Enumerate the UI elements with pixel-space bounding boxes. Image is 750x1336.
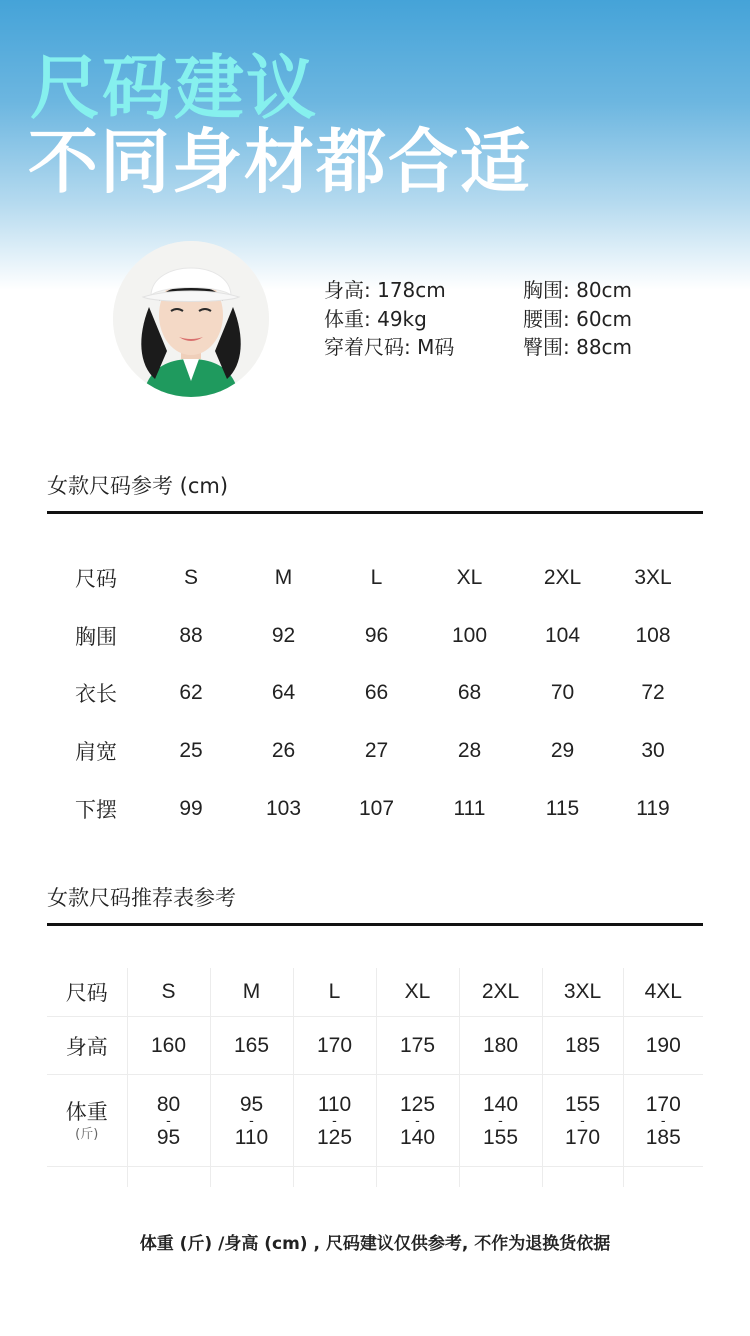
size-chart-title: 女款尺码参考 (cm) [47, 474, 229, 498]
table-cell: 衣长 [75, 682, 117, 707]
table-cell: 175 [376, 1017, 459, 1075]
table-cell: 26 [271, 739, 296, 763]
model-info-left [324, 276, 454, 362]
recommend-header-cell: 2XL [459, 968, 542, 1017]
recommend-header-cell: S [127, 968, 210, 1017]
weight-min: 155 [564, 1092, 601, 1116]
size-chart-header-cell: 尺码 [75, 566, 117, 591]
spacer-cell [293, 1167, 376, 1188]
recommend-header-row [47, 968, 703, 1017]
weight-min: 125 [399, 1092, 436, 1116]
model-height: 身高: 178cm [324, 278, 446, 302]
weight-min: 110 [317, 1092, 352, 1116]
table-cell: 92 [271, 623, 296, 647]
table-cell: 190 [623, 1017, 703, 1075]
spacer-cell [210, 1167, 293, 1188]
weight-min: 140 [482, 1092, 519, 1116]
weight-max: 125 [316, 1125, 353, 1149]
table-cell: 身高 [47, 1017, 127, 1075]
weight-unit: (斤) [75, 1126, 99, 1142]
table-cell: 185 [542, 1017, 623, 1075]
recommend-header-cell: L [293, 968, 376, 1017]
table-cell: 64 [271, 681, 296, 705]
table-cell: 30 [641, 739, 665, 763]
table-cell: 180 [459, 1017, 542, 1075]
weight-max: 170 [564, 1125, 601, 1149]
recommend-weight-row [47, 1075, 703, 1167]
table-cell: 62 [179, 681, 203, 705]
model-hip: 臀围: 88cm [523, 335, 633, 359]
table-cell: 107 [358, 797, 395, 821]
recommend-height-row [47, 1017, 703, 1075]
recommend-header-cell: 3XL [542, 968, 623, 1017]
weight-max: 155 [482, 1125, 519, 1149]
spacer-cell [376, 1167, 459, 1188]
size-chart-header-cell: S [183, 565, 198, 589]
size-chart-divider [47, 511, 703, 514]
model-size-worn: 穿着尺码: M码 [324, 335, 455, 359]
recommend-header-cell: XL [376, 968, 459, 1017]
weight-min: 95 [239, 1092, 264, 1116]
page-title: 尺码建议 [30, 47, 318, 129]
model-bust: 胸围: 80cm [523, 278, 633, 302]
table-cell: 119 [636, 797, 670, 821]
spacer-cell [127, 1167, 210, 1188]
table-cell: 108 [635, 623, 671, 647]
weight-range-cell: 80 - 95 [127, 1075, 210, 1167]
weight-max: 95 [156, 1125, 181, 1149]
table-cell: 165 [210, 1017, 293, 1075]
weight-range-cell: 125 - 140 [376, 1075, 459, 1167]
model-avatar [113, 241, 269, 397]
spacer-cell [542, 1167, 623, 1188]
weight-range-cell: 140 - 155 [459, 1075, 542, 1167]
weight-label-cell [47, 1075, 127, 1167]
size-chart-header-cell: XL [456, 565, 483, 589]
table-cell: 29 [550, 739, 575, 763]
table-cell: 下摆 [75, 798, 117, 823]
recommend-chart-divider [47, 923, 703, 926]
table-row [47, 722, 697, 780]
table-cell: 170 [293, 1017, 376, 1075]
size-chart-header-row [47, 549, 697, 607]
footnote-disclaimer: 体重 (斤) /身高 (cm) , 尺码建议仅供参考, 不作为退换货依据 [139, 1234, 611, 1254]
model-portrait-image [113, 241, 269, 397]
weight-range-cell: 155 - 170 [542, 1075, 623, 1167]
recommend-header-cell: 4XL [623, 968, 703, 1017]
table-cell: 104 [544, 623, 581, 647]
table-cell: 25 [179, 739, 203, 763]
table-cell: 27 [364, 739, 389, 763]
spacer-cell [459, 1167, 542, 1188]
weight-min: 80 [156, 1092, 181, 1116]
spacer-cell [47, 1167, 127, 1188]
weight-max: 140 [399, 1125, 436, 1149]
size-chart-table [47, 549, 697, 838]
table-cell: 100 [451, 623, 488, 647]
table-cell: 88 [179, 623, 203, 647]
weight-range-cell: 110 - 125 [293, 1075, 376, 1167]
table-row [47, 607, 697, 665]
table-cell: 66 [364, 681, 389, 705]
table-cell: 68 [457, 681, 482, 705]
table-cell: 72 [641, 681, 665, 705]
recommend-chart-table [47, 968, 703, 1187]
size-chart-header-cell: 3XL [634, 565, 672, 589]
recommend-spacer-row [47, 1167, 703, 1188]
weight-min: 170 [645, 1092, 681, 1116]
table-cell: 肩宽 [75, 740, 117, 765]
recommend-header-cell: M [210, 968, 293, 1017]
weight-label: 体重 [65, 1099, 108, 1124]
size-chart-header-cell: 2XL [543, 565, 582, 589]
page-subtitle: 不同身材都合适 [28, 121, 532, 203]
table-cell: 103 [265, 797, 302, 821]
weight-range-cell: 170 - 185 [623, 1075, 703, 1167]
size-chart-header-cell: M [274, 565, 293, 589]
size-chart-header-cell: L [370, 565, 383, 589]
table-cell: 96 [364, 623, 389, 647]
weight-range-cell: 95 - 110 [210, 1075, 293, 1167]
table-row [47, 665, 697, 723]
model-waist: 腰围: 60cm [523, 306, 633, 331]
table-cell: 111 [453, 797, 486, 821]
table-cell: 28 [457, 739, 482, 763]
table-row [47, 780, 697, 838]
table-cell: 160 [127, 1017, 210, 1075]
recommend-chart-title: 女款尺码推荐表参考 [47, 886, 236, 910]
model-weight: 体重: 49kg [324, 306, 427, 331]
table-cell: 99 [179, 797, 203, 821]
table-cell: 70 [550, 681, 575, 705]
table-cell: 胸围 [75, 624, 117, 649]
recommend-header-cell: 尺码 [47, 968, 127, 1017]
table-cell: 115 [545, 797, 580, 821]
weight-max: 185 [645, 1125, 681, 1149]
model-info-right [523, 276, 632, 362]
weight-max: 110 [234, 1125, 269, 1149]
spacer-cell [623, 1167, 703, 1188]
